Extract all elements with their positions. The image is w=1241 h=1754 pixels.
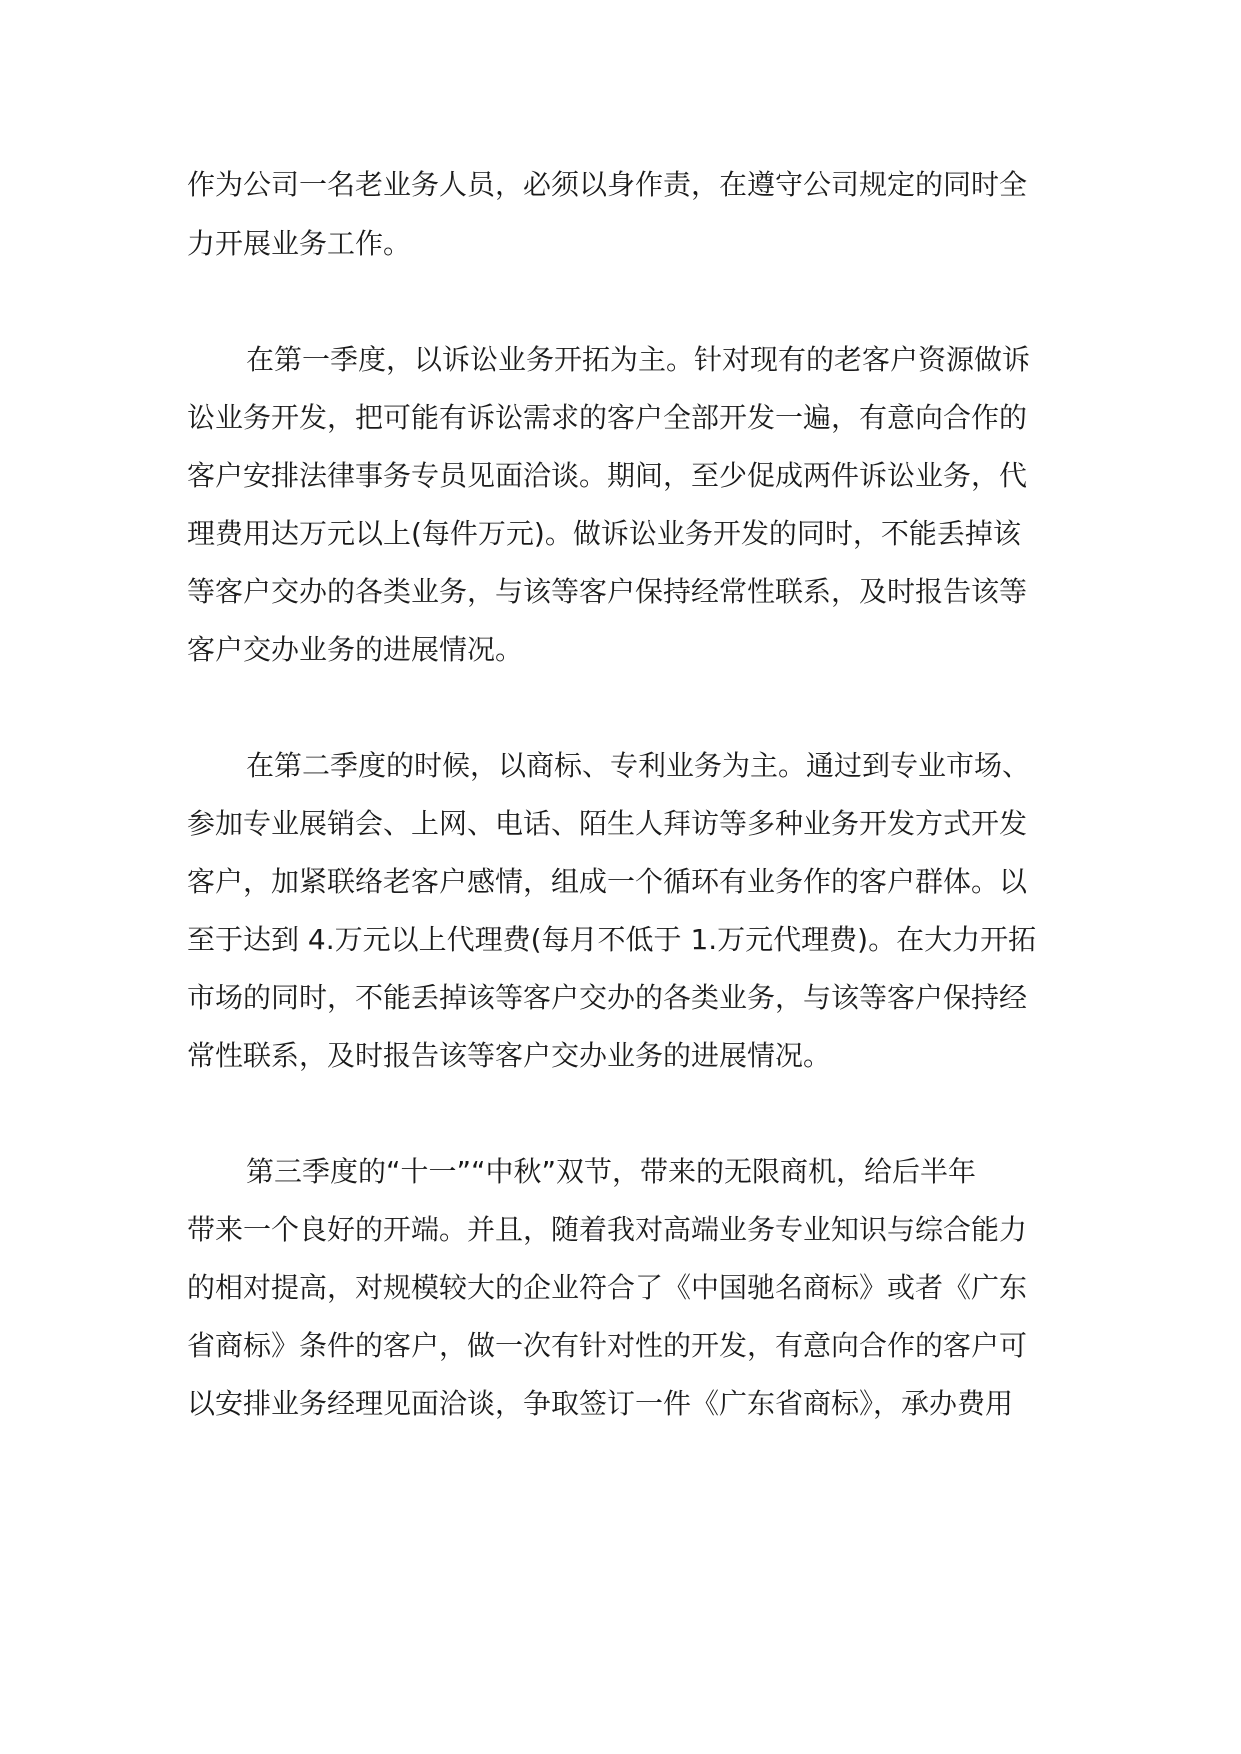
- text-line: 客户交办业务的进展情况。: [187, 633, 524, 666]
- text-line: 在第二季度的时候，以商标、专利业务为主。通过到专业市场、: [246, 749, 1031, 782]
- text-line: 常性联系，及时报告该等客户交办业务的进展情况。: [187, 1039, 832, 1072]
- text-line: 以安排业务经理见面洽谈，争取签订一件《广东省商标》，承办费用: [187, 1387, 1014, 1420]
- text-line: 省商标》条件的客户，做一次有针对性的开发，有意向合作的客户可: [187, 1329, 1028, 1362]
- text-line: 参加专业展销会、上网、电话、陌生人拜访等多种业务开发方式开发: [187, 807, 1028, 840]
- text-line: 等客户交办的各类业务，与该等客户保持经常性联系，及时报告该等: [187, 575, 1028, 608]
- text-line: 客户安排法律事务专员见面洽谈。期间，至少促成两件诉讼业务，代: [187, 459, 1028, 492]
- text-line: 第三季度的“十一”“中秋”双节，带来的无限商机，给后半年: [246, 1155, 977, 1188]
- text-line: 力开展业务工作。: [187, 227, 412, 260]
- text-line: 讼业务开发，把可能有诉讼需求的客户全部开发一遍，有意向合作的: [187, 401, 1028, 434]
- text-line: 的相对提高，对规模较大的企业符合了《中国驰名商标》或者《广东: [187, 1271, 1028, 1304]
- text-line: 至于达到 4.万元以上代理费(每月不低于 1.万元代理费)。在大力开拓: [187, 923, 1037, 956]
- text-line: 在第一季度，以诉讼业务开拓为主。针对现有的老客户资源做诉: [246, 343, 1031, 376]
- text-line: 客户，加紧联络老客户感情，组成一个循环有业务作的客户群体。以: [187, 865, 1028, 898]
- text-line: 带来一个良好的开端。并且，随着我对高端业务专业知识与综合能力: [187, 1213, 1028, 1246]
- text-line: 市场的同时，不能丢掉该等客户交办的各类业务，与该等客户保持经: [187, 981, 1028, 1014]
- text-line: 作为公司一名老业务人员，必须以身作责，在遵守公司规定的同时全: [187, 168, 1028, 201]
- text-line: 理费用达万元以上(每件万元)。做诉讼业务开发的同时，不能丢掉该: [187, 517, 1021, 550]
